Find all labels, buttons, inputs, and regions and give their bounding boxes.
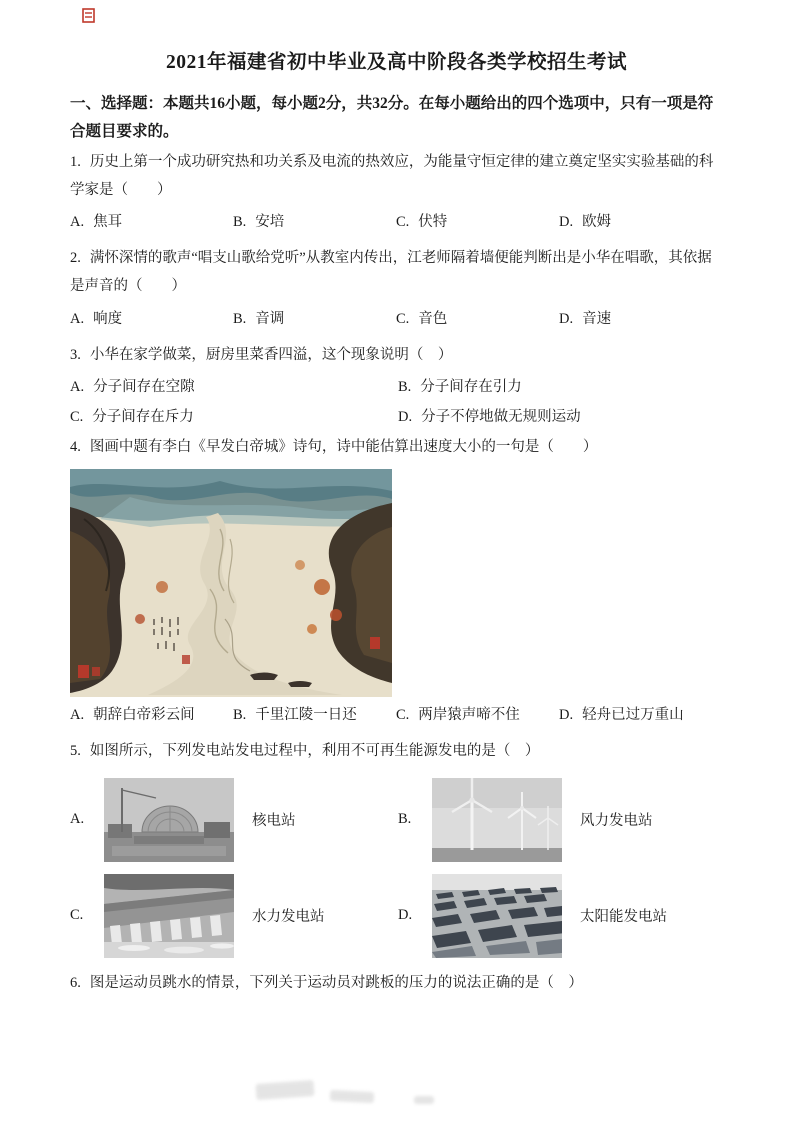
- option-label: B.: [398, 379, 412, 396]
- question-text: 图画中题有李白《早发白帝城》诗句，诗中能估算出速度大小的一句是（ ）: [89, 438, 598, 455]
- option-label: A.: [70, 214, 85, 231]
- question-text: 满怀深情的歌声“唱支山歌给党听”从教室内传出，江老师隔着墙便能判断出是小华在唱歌，其依据是声音的（ ）: [70, 250, 712, 294]
- option-label: B.: [398, 811, 412, 828]
- option-text: 千里江陵一日还: [255, 707, 357, 724]
- scan-artifact: [414, 1096, 434, 1104]
- question-number: 1.: [70, 154, 81, 171]
- option-label: B.: [233, 214, 247, 231]
- option-c: [396, 308, 559, 331]
- question-text: 小华在家学做菜，厨房里菜香四溢，这个现象说明（ ）: [89, 346, 453, 363]
- scan-artifact: [330, 1090, 375, 1103]
- option-label: D.: [398, 409, 413, 426]
- option-d: [559, 308, 611, 331]
- option-label: A.: [70, 379, 85, 396]
- station-caption: 核电站: [252, 813, 296, 830]
- question-3: [70, 342, 723, 370]
- solar-field-photo: [432, 874, 562, 958]
- option-label: D.: [559, 214, 574, 231]
- option-text: 朝辞白帝彩云间: [93, 707, 195, 724]
- option-a: [70, 211, 233, 234]
- question-4: [70, 434, 723, 462]
- station-caption: 水力发电站: [252, 909, 325, 926]
- station-option-d: [398, 874, 667, 958]
- option-label: B.: [233, 707, 247, 724]
- question-number: 5.: [70, 743, 81, 760]
- option-label: C.: [70, 907, 84, 924]
- option-label: D.: [559, 707, 574, 724]
- question-3-options-row-2: [70, 406, 723, 429]
- question-3-options-row-1: [70, 376, 723, 399]
- hydro-dam-photo: [104, 874, 234, 958]
- question-5-row-1: [70, 778, 723, 862]
- option-text: 焦耳: [93, 214, 123, 231]
- option-a: [70, 308, 233, 331]
- station-caption: 风力发电站: [580, 813, 653, 830]
- option-label: C.: [70, 409, 84, 426]
- option-a: [70, 376, 398, 399]
- wind-farm-photo: [432, 778, 562, 862]
- option-label: C.: [396, 310, 410, 327]
- option-text: 两岸猿声啼不住: [418, 707, 520, 724]
- station-option-c: [70, 874, 398, 958]
- option-label: D.: [559, 310, 574, 327]
- question-text: 图是运动员跳水的情景，下列关于运动员对跳板的压力的说法正确的是（ ）: [89, 974, 583, 991]
- option-text: 轻舟已过万重山: [582, 707, 684, 724]
- question-1: [70, 149, 723, 204]
- option-c: [396, 211, 559, 234]
- scan-artifact: [256, 1080, 315, 1100]
- question-2-options: [70, 308, 723, 331]
- option-text: 音调: [255, 310, 285, 327]
- option-text: 伏特: [418, 214, 448, 231]
- option-text: 响度: [93, 310, 123, 327]
- option-text: 分子间存在引力: [420, 379, 522, 396]
- option-label: C.: [396, 707, 410, 724]
- option-c: [70, 406, 398, 429]
- station-caption: 太阳能发电站: [580, 909, 667, 926]
- question-4-options: [70, 704, 723, 727]
- option-label: D.: [398, 907, 413, 924]
- solar-panel-field-image: [432, 874, 562, 958]
- option-label: A.: [70, 811, 85, 828]
- chinese-landscape-painting: [70, 469, 392, 697]
- option-b: [233, 308, 396, 331]
- question-1-options: [70, 211, 723, 234]
- question-number: 4.: [70, 438, 81, 455]
- page-title: 2021年福建省初中毕业及高中阶段各类学校招生考试: [165, 52, 627, 73]
- question-text: 如图所示，下列发电站发电过程中，利用不可再生能源发电的是（ ）: [89, 743, 540, 760]
- question-text: 历史上第一个成功研究热和功关系及电流的热效应，为能量守恒定律的建立奠定坚实实验基础的科学家是（ ）: [70, 154, 714, 198]
- option-label: C.: [396, 214, 410, 231]
- question-2: [70, 245, 723, 300]
- nuclear-power-plant-image: [104, 778, 234, 862]
- question-number: 2.: [70, 250, 81, 267]
- option-label: A.: [70, 707, 85, 724]
- option-text: 音速: [582, 310, 612, 327]
- red-stamp-mark: [82, 8, 95, 23]
- option-text: 分子间存在空隙: [93, 379, 195, 396]
- option-text: 音色: [418, 310, 448, 327]
- wind-farm-image: [432, 778, 562, 862]
- question-5-row-2: [70, 874, 723, 958]
- option-d: [559, 211, 611, 234]
- option-text: 分子不停地做无规则运动: [421, 409, 581, 426]
- question-5: [70, 738, 723, 766]
- option-a: [70, 704, 233, 727]
- question-number: 6.: [70, 974, 81, 991]
- question-6: [70, 970, 723, 998]
- section-heading: 一、选择题：本题共16小题，每小题2分，共32分。在每小题给出的四个选项中，只有一项是符合题目要求的。: [70, 95, 714, 140]
- option-d: [559, 704, 684, 727]
- option-text: 分子间存在斥力: [92, 409, 194, 426]
- station-option-a: [70, 778, 398, 862]
- option-c: [396, 704, 559, 727]
- nuclear-plant-photo: [104, 778, 234, 862]
- option-d: [398, 406, 581, 429]
- hydroelectric-dam-image: [104, 874, 234, 958]
- option-label: A.: [70, 310, 85, 327]
- option-b: [233, 211, 396, 234]
- red-stamp-icon: [82, 8, 95, 23]
- option-b: [398, 376, 522, 399]
- option-b: [233, 704, 396, 727]
- question-number: 3.: [70, 346, 81, 363]
- landscape-painting-image: [70, 469, 392, 697]
- option-text: 安培: [255, 214, 285, 231]
- option-text: 欧姆: [582, 214, 612, 231]
- station-option-b: [398, 778, 653, 862]
- option-label: B.: [233, 310, 247, 327]
